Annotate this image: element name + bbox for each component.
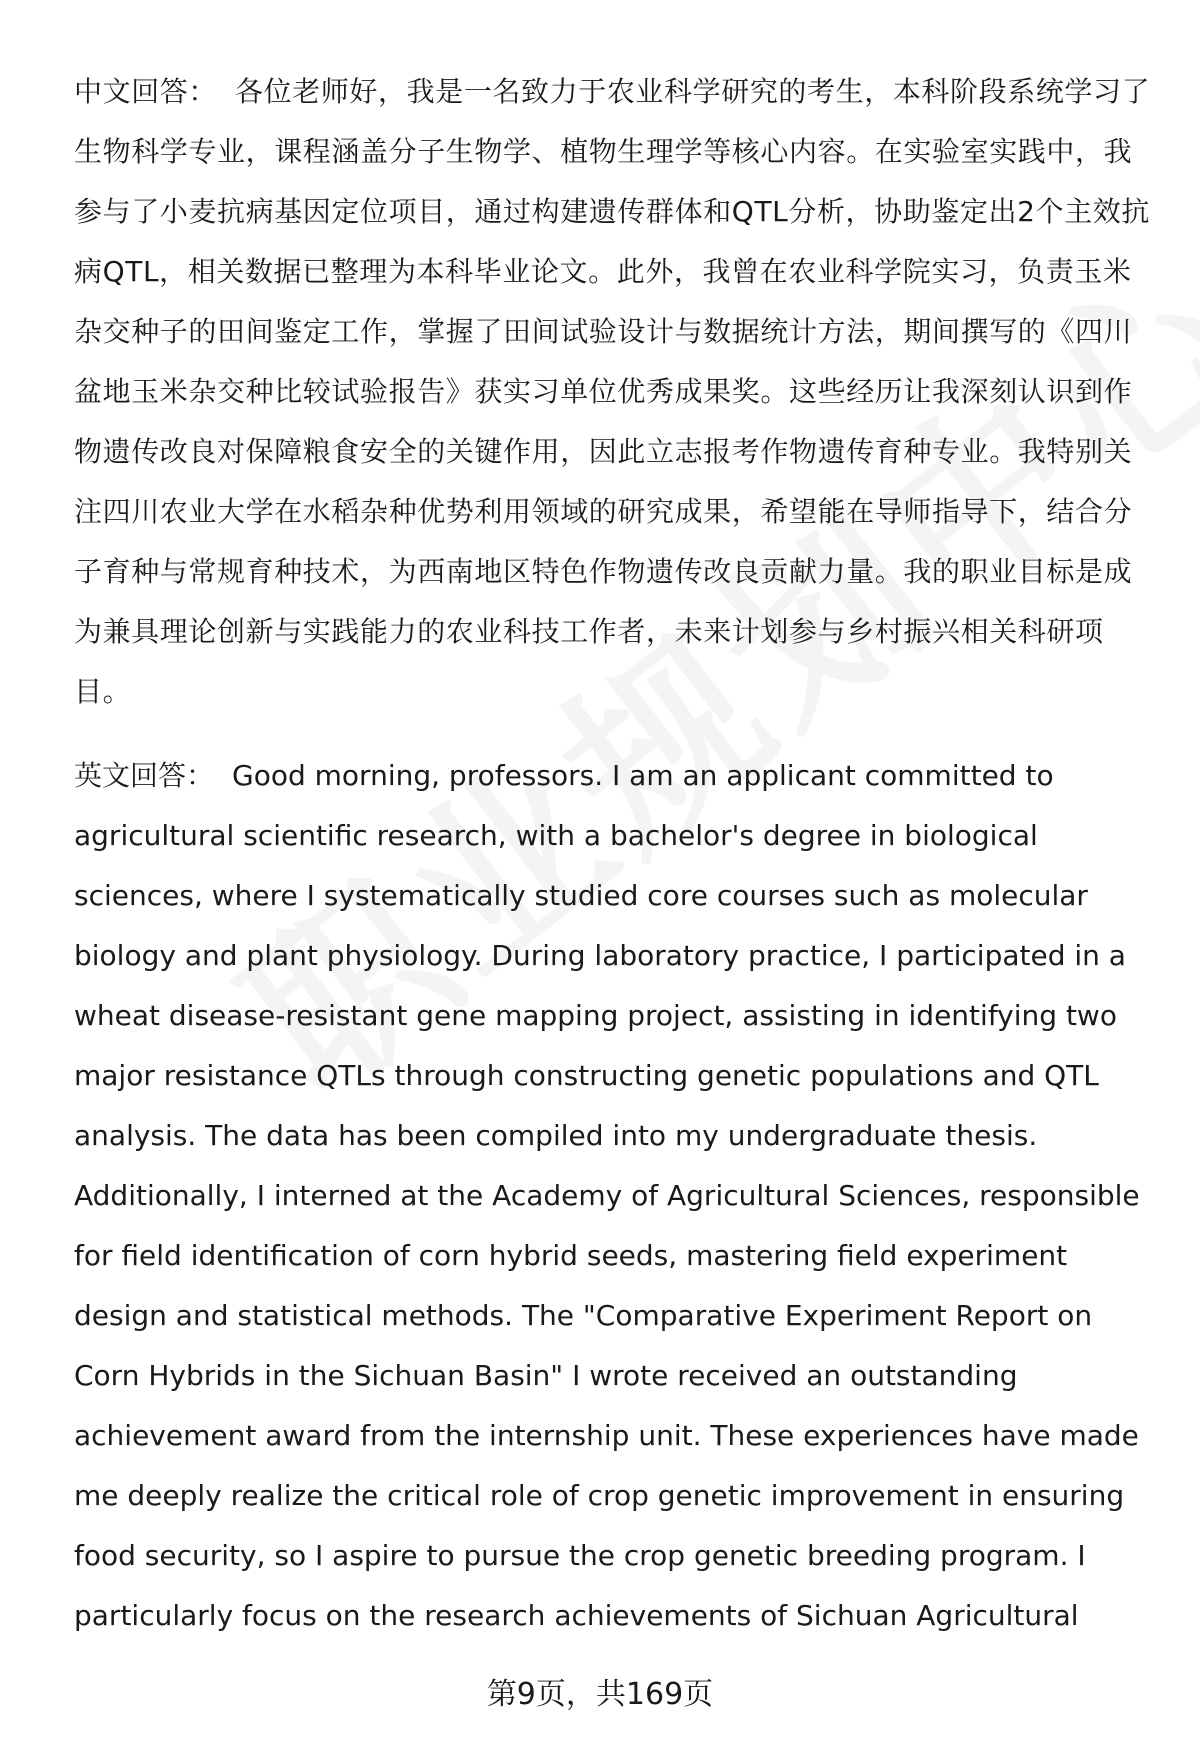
chinese-answer-text: 各位老师好，我是一名致力于农业科学研究的考生，本科阶段系统学习了生物科学专业，课程涵盖分子生物学、植物生理学等核心内容。在实验室实践中，我参与了小麦抗病基因定位项目，通过构建遗传群体和QTL分析，协助鉴定出2个主效抗病QTL，相关数据已整理为本科毕业论文。此外，我曾在农业科学院实习，负责玉米杂交种子的田间鉴定工作，掌握了田间试验设计与数据统计方法，期间撰写的《四川盆地玉米杂交种比较试验报告》获实习单位优秀成果奖。这些经历让我深刻认识到作物遗传改良对保障粮食安全的关键作用，因此立志报考作物遗传育种专业。我特别关注四川农业大学在水稻杂种优势利用领域的研究成果，希望能在导师指导下，结合分子育种与常规育种技术，为西南地区特色作物遗传改良贡献力量。我的职业目标是成为兼具理论创新与实践能力的农业科技工作者，未来计划参与乡村振兴相关科研项目。 <box>74 75 1151 708</box>
english-answer-paragraph <box>74 746 1154 1646</box>
chinese-answer-label: 中文回答： <box>74 75 218 108</box>
english-answer-text: Good morning, professors. I am an applicant committed to agricultural scientific research, with a bachelor's degree in biological sciences, where I systematically studied core courses such as molecular biology and plant physiology. During laboratory practice, I participated in a wheat disease-resistant gene mapping project, assisting in identifying two major resistance QTLs through constructing genetic populations and QTL analysis. The data has been compiled into my undergraduate thesis. Additionally, I interned at the Academy of Agricultural Sciences, responsible for field identification of corn hybrid seeds, mastering field experiment design and statistical methods. The "Comparative Experiment Report on Corn Hybrids in the Sichuan Basin" I wrote received an outstanding achievement award from the internship unit. These experiences have made me deeply realize the critical role of crop genetic improvement in ensuring food security, so I aspire to pursue the crop genetic breeding program. I particularly focus on the research achievements of Sichuan Agricultural <box>74 759 1140 1632</box>
page-number: 第9页，共169页 <box>486 1677 714 1712</box>
chinese-answer-paragraph <box>74 62 1154 722</box>
english-answer-label: 英文回答： <box>74 759 215 792</box>
